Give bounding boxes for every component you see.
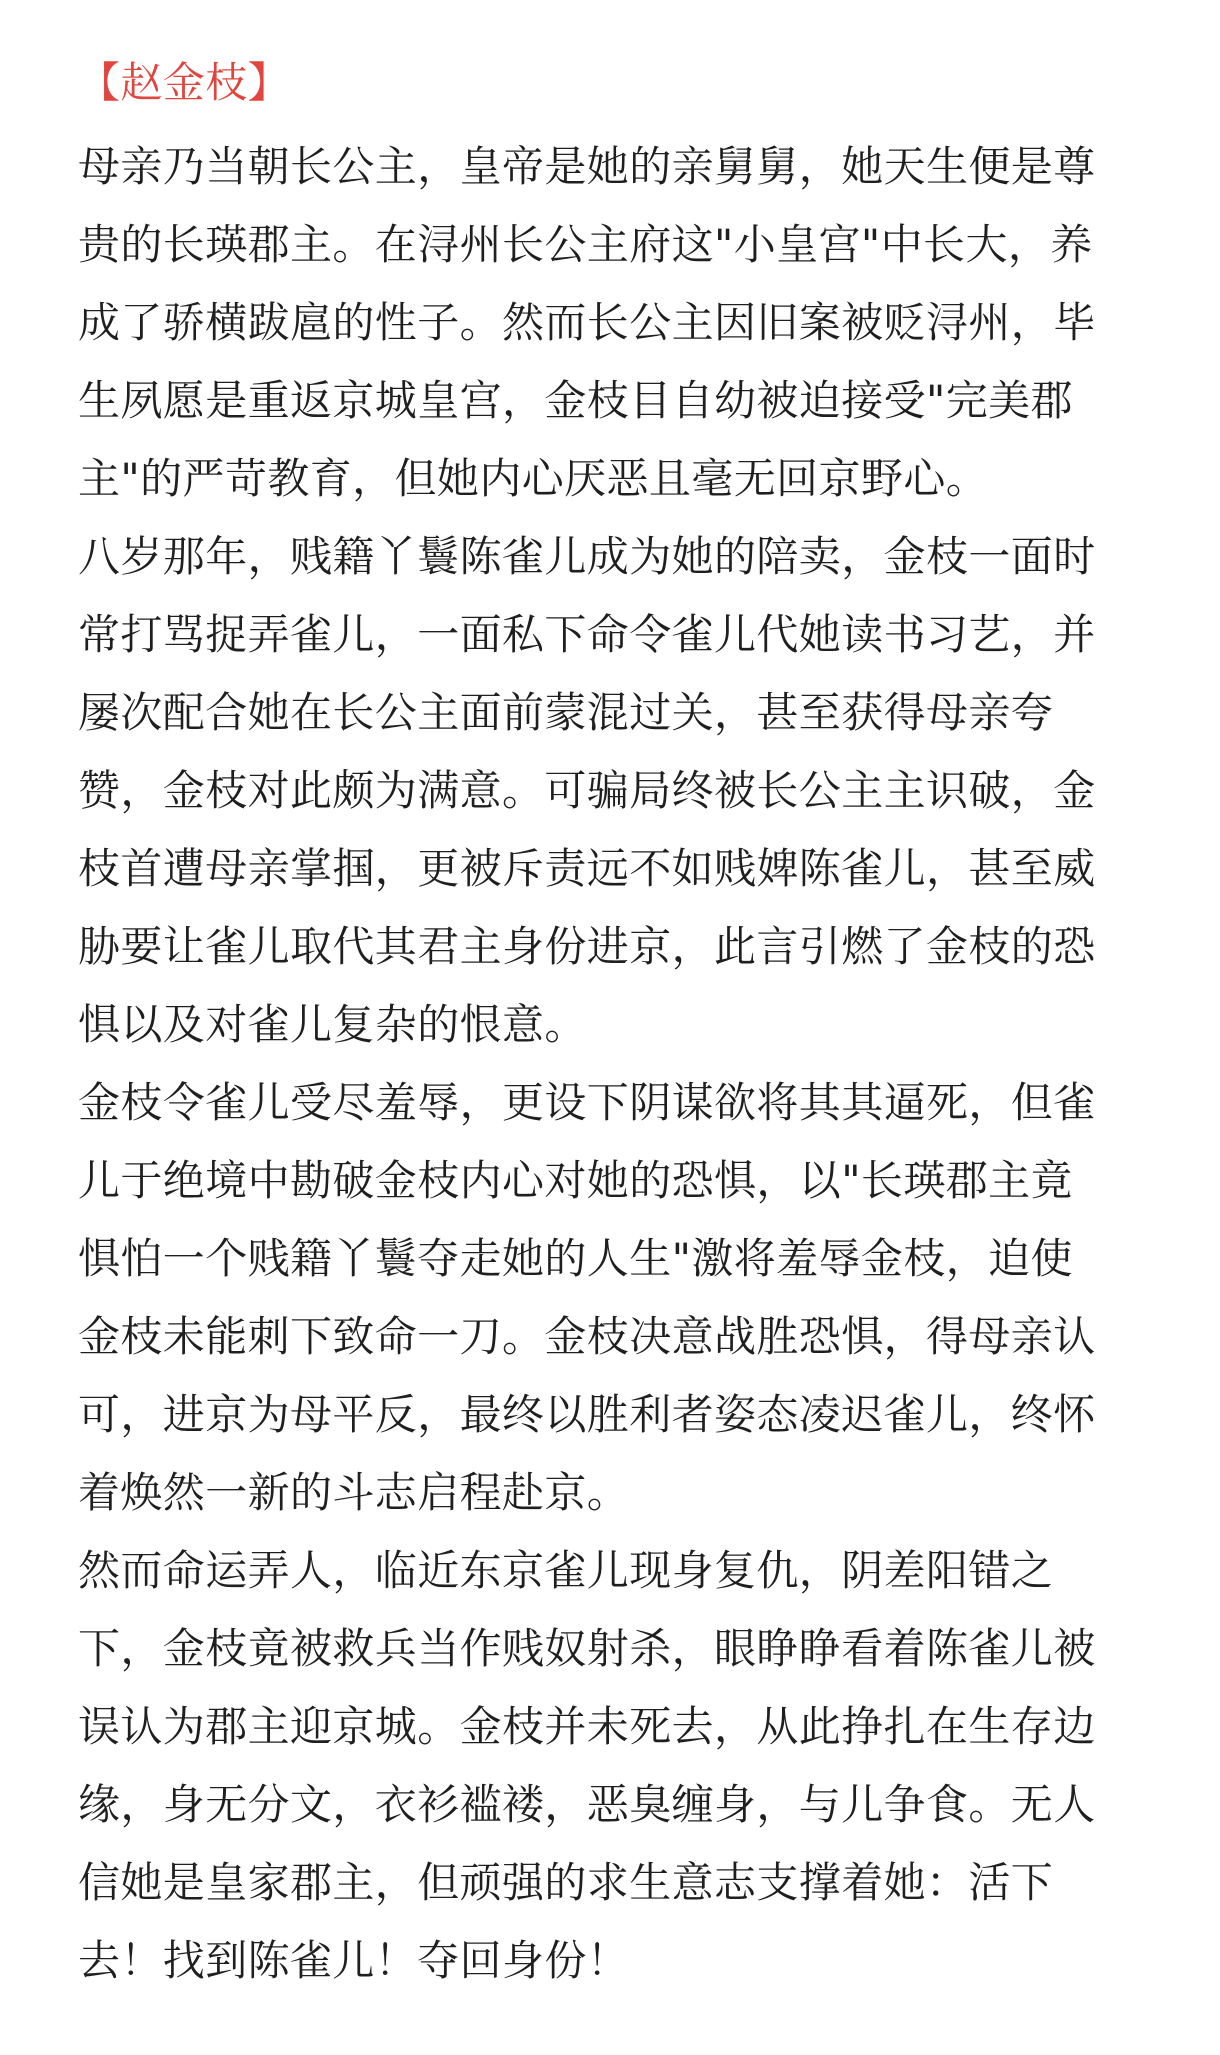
text-line: 胁要让雀儿取代其君主身份进京，此言引燃了金枝的恐 bbox=[78, 922, 1096, 971]
text-line: 惧以及对雀儿复杂的恨意。 bbox=[78, 1000, 587, 1049]
text-line: 然而命运弄人，临近东京雀儿现身复仇，阴差阳错之 bbox=[78, 1546, 1054, 1595]
text-line: 可，进京为母平反，最终以胜利者姿态凌迟雀儿，终怀 bbox=[78, 1390, 1096, 1439]
text-line: 生夙愿是重返京城皇宫，金枝目自幼被迫接受"完美郡 bbox=[78, 376, 1073, 425]
text-line: 金枝未能刺下致命一刀。金枝决意战胜恐惧，得母亲认 bbox=[78, 1312, 1096, 1361]
text-line: 误认为郡主迎京城。金枝并未死去，从此挣扎在生存边 bbox=[78, 1702, 1096, 1751]
paragraph-3 bbox=[78, 1064, 1148, 1532]
document-body bbox=[78, 0, 1148, 2000]
paragraph-1 bbox=[78, 128, 1148, 518]
text-line: 金枝令雀儿受尽羞辱，更设下阴谋欲将其其逼死，但雀 bbox=[78, 1078, 1096, 1127]
text-line: 成了骄横跋扈的性子。然而长公主因旧案被贬浔州，毕 bbox=[78, 298, 1096, 347]
text-line: 枝首遭母亲掌掴，更被斥责远不如贱婢陈雀儿，甚至威 bbox=[78, 844, 1096, 893]
text-line: 贵的长瑛郡主。在浔州长公主府这"小皇宫"中长大，养 bbox=[78, 220, 1093, 269]
text-line: 去！找到陈雀儿！夺回身份！ bbox=[78, 1936, 630, 1985]
document-title: 【赵金枝】 bbox=[78, 58, 291, 107]
text-line: 八岁那年，贱籍丫鬟陈雀儿成为她的陪卖，金枝一面时 bbox=[78, 532, 1096, 581]
text-line: 常打骂捉弄雀儿，一面私下命令雀儿代她读书习艺，并 bbox=[78, 610, 1096, 659]
text-line: 下，金枝竟被救兵当作贱奴射杀，眼睁睁看着陈雀儿被 bbox=[78, 1624, 1096, 1673]
text-line: 主"的严苛教育，但她内心厌恶且毫无回京野心。 bbox=[78, 454, 989, 503]
paragraph-4 bbox=[78, 1532, 1148, 2000]
text-line: 缘，身无分文，衣衫褴褛，恶臭缠身，与儿争食。无人 bbox=[78, 1780, 1096, 1829]
text-line: 赞，金枝对此颇为满意。可骗局终被长公主主识破，金 bbox=[78, 766, 1096, 815]
text-line: 屡次配合她在长公主面前蒙混过关，甚至获得母亲夸 bbox=[78, 688, 1054, 737]
text-line: 儿于绝境中勘破金枝内心对她的恐惧，以"长瑛郡主竟 bbox=[78, 1156, 1073, 1205]
text-line: 信她是皇家郡主，但顽强的求生意志支撑着她：活下 bbox=[78, 1858, 1054, 1907]
text-line: 母亲乃当朝长公主，皇帝是她的亲舅舅，她天生便是尊 bbox=[78, 142, 1096, 191]
paragraph-2 bbox=[78, 518, 1148, 1064]
text-line: 着焕然一新的斗志启程赴京。 bbox=[78, 1468, 630, 1517]
text-line: 惧怕一个贱籍丫鬟夺走她的人生"激将羞辱金枝，迫使 bbox=[78, 1234, 1073, 1283]
